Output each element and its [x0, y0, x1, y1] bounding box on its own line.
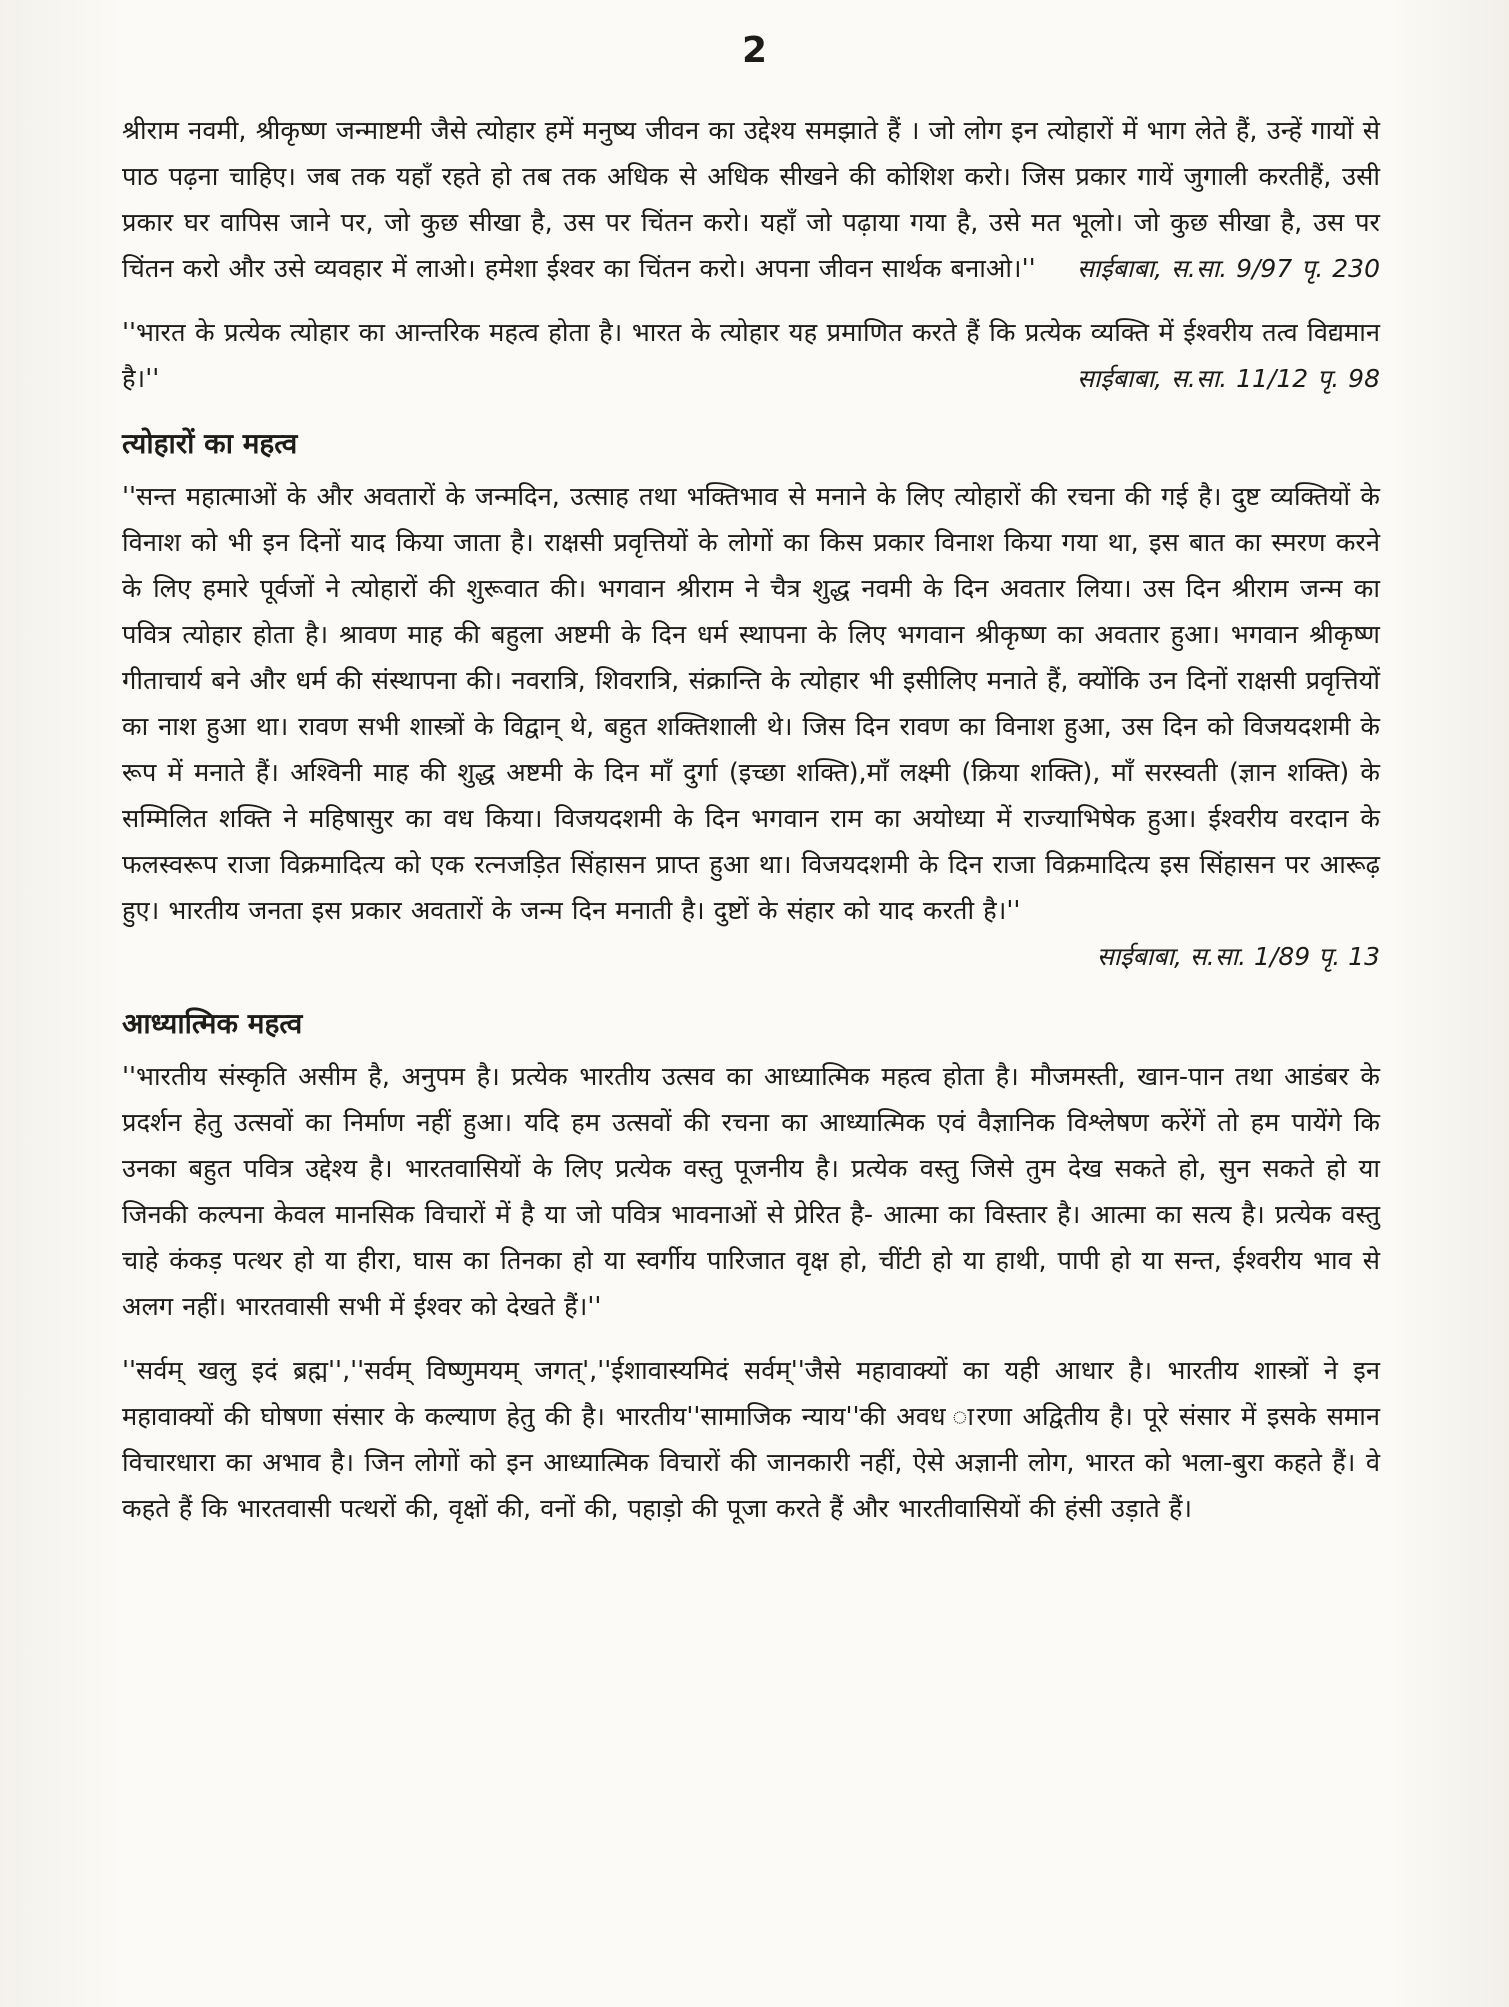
paragraph: ''सर्वम् खलु इदं ब्रह्म'',''सर्वम् विष्णुमयम् जगत्',''ईशावास्यमिदं सर्वम्''जैसे महावाक्यों का यही आधार है। भारतीय शास्त्रों ने इन महावाक्यों की घोषणा संसार के कल्याण हेतु की है। भारतीय''सामाजिक न्याय''की अवध ारणा अद्वितीय है। पूरे संसार में इसके समान विचारधारा का अभाव है। जिन लोगों को इन आध्यात्मिक विचारों की जानकारी नहीं, ऐसे अज्ञानी लोग, भारत को भला-बुरा कहते हैं। वे कहते हैं कि भारतवासी पत्थरों की, वृक्षों की, वनों की, पहाड़ो की पूजा करते हैं और भारतीवासियों की हंसी उड़ाते हैं। [122, 1356, 1380, 1524]
quote-block-1 [122, 108, 1380, 292]
paragraph [122, 310, 1380, 402]
citation: साईबाबा, स.सा. 11/12 पृ. 98 [1076, 364, 1380, 393]
paragraph-text: श्रीराम नवमी, श्रीकृष्ण जन्माष्टमी जैसे त्योहार हमें मनुष्य जीवन का उद्देश्य समझाते हैं । जो लोग इन त्योहारों में भाग लेते हैं, उन्हें गायों से पाठ पढ़ना चाहिए। जब तक यहाँ रहते हो तब तक अधिक से अधिक सीखने की कोशिश करो। जिस प्रकार गायें जुगाली करतीहैं, उसी प्रकार घर वापिस जाने पर, जो कुछ सीखा है, उस पर चिंतन करो। यहाँ जो पढ़ाया गया है, उसे मत भूलो। जो कुछ सीखा है, उस पर चिंतन करो और उसे व्यवहार में लाओ। हमेशा ईश्वर का चिंतन करो। अपना जीवन सार्थक बनाओ।'' [122, 116, 1380, 284]
paragraph-text: ''भारत के प्रत्येक त्योहार का आन्तरिक महत्व होता है। भारत के त्योहार यह प्रमाणित करते हैं कि प्रत्येक व्यक्ति में ईश्वरीय तत्व विद्यमान है।'' [122, 318, 1380, 394]
section-heading-festival-importance: त्योहारों का महत्व [122, 427, 298, 460]
paragraph: ''सन्त महात्माओं के और अवतारों के जन्मदिन, उत्साह तथा भक्तिभाव से मनाने के लिए त्योहारों की रचना की गई है। दुष्ट व्यक्तियों के विनाश को भी इन दिनों याद किया जाता है। राक्षसी प्रवृत्तियों के लोगों का किस प्रकार विनाश किया गया था, इस बात का स्मरण करने के लिए हमारे पूर्वजों ने त्योहारों की शुरूवात की। भगवान श्रीराम ने चैत्र शुद्ध नवमी के दिन अवतार लिया। उस दिन श्रीराम जन्म का पवित्र त्योहार होता है। श्रावण माह की बहुला अष्टमी के दिन धर्म स्थापना के लिए भगवान श्रीकृष्ण का अवतार हुआ। भगवान श्रीकृष्ण गीताचार्य बने और धर्म की संस्थापना की। नवरात्रि, शिवरात्रि, संक्रान्ति के त्योहार भी इसीलिए मनाते हैं, क्योंकि उन दिनों राक्षसी प्रवृत्तियों का नाश हुआ था। रावण सभी शास्त्रों के विद्वान् थे, बहुत शक्तिशाली थे। जिस दिन रावण का विनाश हुआ, उस दिन को विजयदशमी के रूप में मनाते हैं। अश्विनी माह की शुद्ध अष्टमी के दिन माँ दुर्गा (इच्छा शक्ति),माँ लक्ष्मी (क्रिया शक्ति), माँ सरस्वती (ज्ञान शक्ति) के सम्मिलित शक्ति ने महिषासुर का वध किया। विजयदशमी के दिन भगवान राम का अयोध्या में राज्याभिषेक हुआ। ईश्वरीय वरदान के फलस्वरूप राजा विक्रमादित्य को एक रत्नजड़ित सिंहासन प्राप्त हुआ था। विजयदशमी के दिन राजा विक्रमादित्य इस सिंहासन पर आरूढ़ हुए। भारतीय जनता इस प्रकार अवतारों के जन्म दिन मनाती है। दुष्टों के संहार को याद करती है।'' [122, 482, 1380, 926]
paragraph [122, 108, 1380, 292]
paragraph: ''भारतीय संस्कृति असीम है, अनुपम है। प्रत्येक भारतीय उत्सव का आध्यात्मिक महत्व होता है। मौजमस्ती, खान-पान तथा आडंबर के प्रदर्शन हेतु उत्सवों का निर्माण नहीं हुआ। यदि हम उत्सवों की रचना का आध्यात्मिक एवं वैज्ञानिक विश्लेषण करेंगें तो हम पायेंगे कि उनका बहुत पवित्र उद्देश्य है। भारतवासियों के लिए प्रत्येक वस्तु पूजनीय है। प्रत्येक वस्तु जिसे तुम देख सकते हो, सुन सकते हो या जिनकी कल्पना केवल मानसिक विचारों में है या जो पवित्र भावनाओं से प्रेरित है- आत्मा का विस्तार है। आत्मा का सत्य है। प्रत्येक वस्तु चाहे कंकड़ पत्थर हो या हीरा, घास का तिनका हो या स्वर्गीय पारिजात वृक्ष हो, चींटी हो या हाथी, पापी हो या सन्त, ईश्वरीय भाव से अलग नहीं। भारतवासी सभी में ईश्वर को देखते हैं।'' [122, 1062, 1380, 1322]
page-content [122, 108, 1380, 1532]
quote-block-2 [122, 310, 1380, 402]
citation: साईबाबा, स.सा. 1/89 पृ. 13 [1096, 942, 1380, 971]
citation: साईबाबा, स.सा. 9/97 पृ. 230 [1076, 254, 1380, 283]
page-number: 2 [741, 30, 768, 71]
section-heading-spiritual-importance: आध्यात्मिक महत्व [122, 1007, 303, 1040]
